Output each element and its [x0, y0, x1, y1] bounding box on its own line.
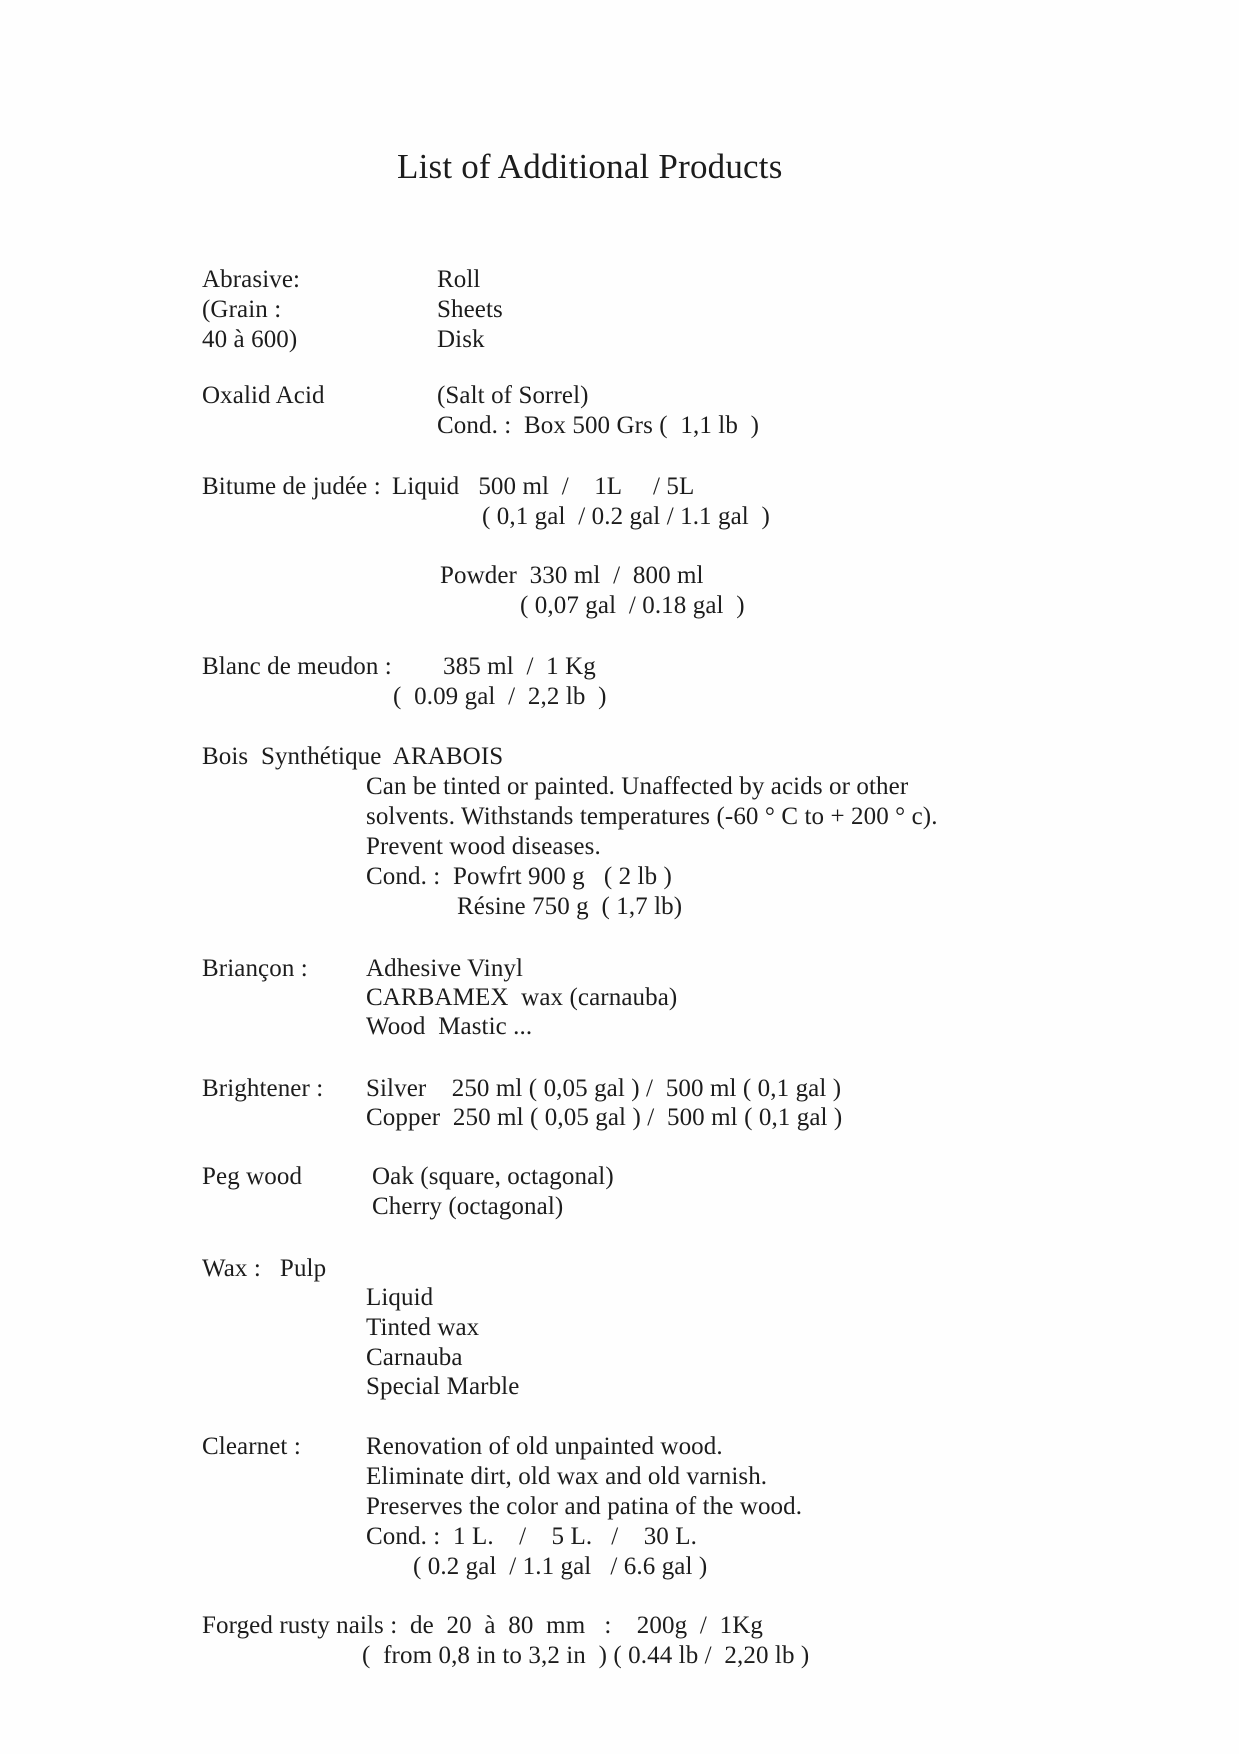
bitume-label: Bitume de judée :: [202, 473, 381, 500]
clearnet-cond: Cond. : 1 L. / 5 L. / 30 L.: [366, 1523, 697, 1550]
brightener-copper: Copper 250 ml ( 0,05 gal ) / 500 ml ( 0,1 gal ): [366, 1104, 843, 1131]
oxalid-label: Oxalid Acid: [202, 382, 325, 409]
abrasive-grain-range: 40 à 600): [202, 326, 298, 353]
oxalid-cond: Cond. : Box 500 Grs ( 1,1 lb ): [437, 412, 760, 439]
arabois-cond: Cond. : Powfrt 900 g ( 2 lb ): [366, 863, 672, 890]
blanc-label: Blanc de meudon :: [202, 653, 392, 680]
pegwood-item-1: Oak (square, octagonal): [372, 1163, 614, 1190]
bitume-powder-sizes: Powder 330 ml / 800 ml: [440, 562, 704, 589]
nails-line-1: Forged rusty nails : de 20 à 80 mm : 200g / 1Kg: [202, 1612, 763, 1639]
wax-item-3: Carnauba: [366, 1344, 463, 1371]
clearnet-desc-1: Renovation of old unpainted wood.: [366, 1433, 723, 1460]
briancon-item-1: Adhesive Vinyl: [366, 955, 524, 982]
arabois-desc-1: Can be tinted or painted. Unaffected by acids or other: [366, 773, 909, 800]
briancon-item-3: Wood Mastic ...: [366, 1013, 533, 1040]
page-title: List of Additional Products: [397, 147, 783, 186]
brightener-silver: Silver 250 ml ( 0,05 gal ) / 500 ml ( 0,1 gal ): [366, 1075, 842, 1102]
abrasive-value-roll: Roll: [437, 266, 481, 293]
wax-item-1: Liquid: [366, 1284, 434, 1311]
clearnet-label: Clearnet :: [202, 1433, 301, 1460]
arabois-desc-3: Prevent wood diseases.: [366, 833, 601, 860]
briancon-item-2: CARBAMEX wax (carnauba): [366, 984, 678, 1011]
wax-label: Wax : Pulp: [202, 1255, 327, 1282]
pegwood-item-2: Cherry (octagonal): [372, 1193, 564, 1220]
clearnet-desc-3: Preserves the color and patina of the wood.: [366, 1493, 803, 1520]
arabois-label: Bois Synthétique ARABOIS: [202, 743, 504, 770]
nails-line-2: ( from 0,8 in to 3,2 in ) ( 0.44 lb / 2,20 lb ): [362, 1642, 810, 1669]
blanc-sizes: 385 ml / 1 Kg: [443, 653, 596, 680]
pegwood-label: Peg wood: [202, 1163, 303, 1190]
abrasive-value-sheets: Sheets: [437, 296, 503, 323]
briancon-label: Briançon :: [202, 955, 308, 982]
clearnet-desc-2: Eliminate dirt, old wax and old varnish.: [366, 1463, 768, 1490]
wax-item-2: Tinted wax: [366, 1314, 480, 1341]
abrasive-value-disk: Disk: [437, 326, 485, 353]
oxalid-desc: (Salt of Sorrel): [437, 382, 589, 409]
bitume-liquid-sizes: Liquid 500 ml / 1L / 5L: [392, 473, 695, 500]
abrasive-label: Abrasive:: [202, 266, 301, 293]
clearnet-gallons: ( 0.2 gal / 1.1 gal / 6.6 gal ): [413, 1553, 708, 1580]
abrasive-grain-label: (Grain :: [202, 296, 282, 323]
wax-item-4: Special Marble: [366, 1373, 520, 1400]
blanc-gallons: ( 0.09 gal / 2,2 lb ): [393, 683, 607, 710]
bitume-powder-gallons: ( 0,07 gal / 0.18 gal ): [520, 592, 745, 619]
arabois-resine: Résine 750 g ( 1,7 lb): [457, 893, 683, 920]
bitume-liquid-gallons: ( 0,1 gal / 0.2 gal / 1.1 gal ): [482, 503, 770, 530]
arabois-desc-2: solvents. Withstands temperatures (-60 ° C to + 200 ° c).: [366, 803, 938, 830]
brightener-label: Brightener :: [202, 1075, 324, 1102]
